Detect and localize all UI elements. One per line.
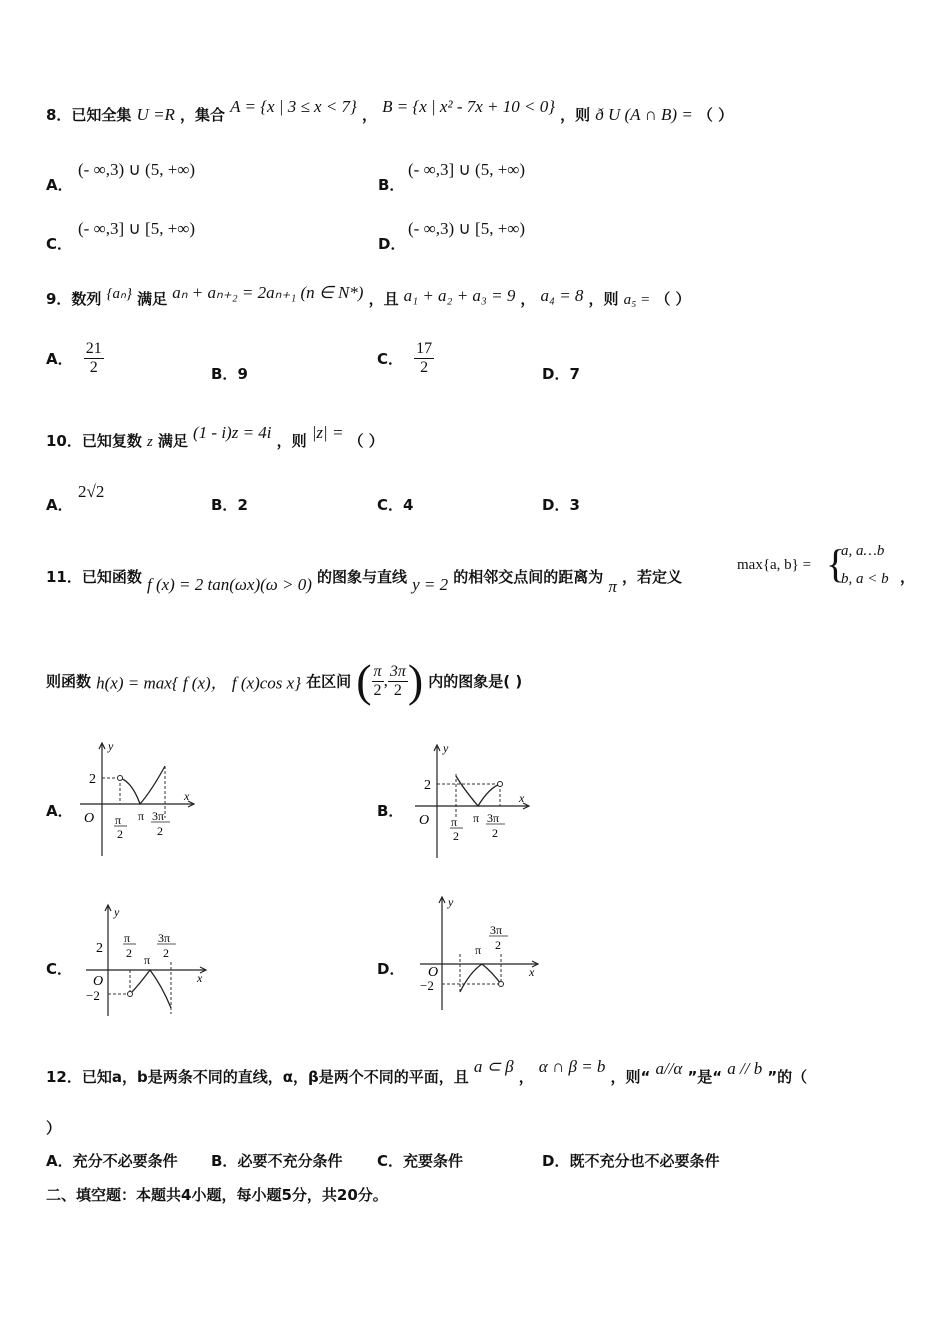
graph-c-x-label: x	[197, 971, 203, 985]
graph-d-pi: π	[475, 943, 482, 957]
q10-paren: （ ）	[348, 432, 384, 450]
q8-option-c-label: C．	[46, 235, 73, 253]
q8-option-d: (- ∞,3) ∪ [5, +∞)	[408, 219, 526, 238]
q11-line: y = 2	[412, 575, 449, 594]
graph-a-pi: π	[138, 809, 145, 823]
graph-b-3pi-den: 2	[492, 826, 498, 840]
graph-b-pi: π	[473, 811, 480, 825]
q9-satisfy: 满足	[137, 290, 168, 308]
graph-b-pi-half-den: 2	[453, 829, 459, 843]
q11-graph-c	[78, 900, 213, 1020]
q12-option-d-label: D．	[542, 1152, 570, 1170]
q10-z: z	[146, 434, 153, 450]
q12-condition-1: a ⊂ β	[473, 1057, 514, 1076]
q12-condition-2: α ∩ β = b	[538, 1057, 606, 1076]
q11-prefix: 11．已知函数	[46, 568, 142, 586]
q12-is: ”是“	[687, 1068, 723, 1086]
question-12	[46, 1057, 808, 1087]
q12-then: ，则“	[610, 1068, 651, 1086]
graph-a-x-label: x	[184, 789, 190, 803]
q10-option-d-label: D．	[542, 496, 570, 514]
q10-option-d	[542, 494, 580, 515]
graph-a-pi-half-num: π	[115, 813, 122, 827]
q9-prefix: 9．数列	[46, 290, 102, 308]
q11-interval-high	[388, 663, 408, 700]
q9-option-b-value: 9	[237, 365, 248, 383]
graph-d-3pi-den: 2	[495, 938, 501, 952]
graph-b-origin: O	[419, 813, 430, 828]
q10-option-c	[377, 494, 413, 515]
q11-in-interval: 在区间	[306, 672, 352, 691]
q12-option-d	[542, 1150, 719, 1171]
graph-a-tick-2: 2	[89, 772, 96, 787]
q9-option-c-num: 17	[416, 340, 433, 357]
q11-option-b-label: B．	[377, 802, 404, 820]
q11-interval-high-den: 2	[393, 681, 402, 699]
graph-d-tick-neg2: −2	[420, 978, 434, 993]
q8-option-b: (- ∞,3] ∪ (5, +∞)	[408, 160, 526, 179]
q11-h: h(x) = max{ f (x)， f (x)cos x}	[96, 673, 302, 693]
q10-equation: (1 - i)z = 4i	[193, 423, 272, 442]
q11-end: ，	[900, 568, 916, 586]
q11-graph-d	[408, 892, 543, 1014]
q11-pi: π	[608, 577, 617, 596]
graph-c-tick-2: 2	[96, 941, 103, 956]
graph-c-open-point	[128, 992, 133, 997]
q11-option-c-label: C．	[46, 960, 73, 978]
q11-option-d-label: D．	[377, 960, 405, 978]
q12-option-c-value: 充要条件	[403, 1152, 464, 1170]
q11-case-2: b, a < b	[841, 571, 889, 587]
q12-option-a-label: A．	[46, 1152, 73, 1170]
q12-p: a//α	[655, 1059, 683, 1078]
graph-b-open-point	[498, 782, 503, 787]
q11-brace: {	[826, 541, 846, 586]
q8-mid: ，集合	[180, 106, 226, 124]
question-8	[46, 97, 734, 125]
graph-c-3pi-den: 2	[163, 946, 169, 960]
q10-option-b-label: B．	[211, 496, 238, 514]
graph-a-y-label: y	[108, 739, 114, 753]
question-10	[46, 423, 384, 451]
q9-option-c	[377, 340, 434, 377]
q11-interval-high-num: 3π	[389, 662, 406, 680]
q11-text2: 的相邻交点间的距离为	[453, 568, 604, 586]
graph-b-pi-half-num: π	[451, 815, 458, 829]
graph-a-origin: O	[84, 811, 95, 826]
q10-satisfy: 满足	[157, 432, 188, 450]
graph-c-origin: O	[93, 974, 104, 989]
q10-option-b-value: 2	[237, 496, 248, 514]
question-11-line-2: 则函数 h(x) = max{ f (x)， f (x)cos x} 在区间 ( $\frac{\pi}{2}$ , $\frac{3\pi}{2}$ ) 内的图象是( )	[46, 655, 523, 706]
q8-sep: ，	[361, 106, 377, 124]
graph-b-3pi-num: 3π	[487, 811, 500, 825]
q12-close: ）	[46, 1119, 62, 1137]
q12-option-b	[211, 1150, 342, 1171]
q11-interval-low-den: 2	[373, 681, 382, 699]
q9-relation: aₙ + aₙ₊₂ = 2aₙ₊₁ (n ∈ N*)	[172, 283, 364, 302]
q8-universal-set: U =R	[136, 105, 175, 124]
question-11-line-1	[46, 566, 682, 596]
q9-option-a-num: 21	[85, 340, 102, 357]
q12-q: a // b	[727, 1059, 763, 1078]
q9-sequence: {aₙ}	[106, 286, 133, 302]
graph-d-x-label: x	[529, 965, 535, 979]
q9-comma: ，	[520, 290, 536, 308]
q8-paren: （ ）	[697, 106, 734, 124]
q9-option-a-label: A．	[46, 350, 73, 368]
q12-option-d-value: 既不充分也不必要条件	[569, 1152, 720, 1170]
q10-option-c-value: 4	[403, 496, 414, 514]
q9-option-c-fraction	[414, 340, 434, 377]
q11-interval-low	[372, 663, 384, 700]
q11-text1: 的图象与直线	[317, 568, 408, 586]
q12-option-a	[46, 1150, 178, 1171]
q11-text3: ，若定义	[621, 568, 682, 586]
q10-option-a-label: A．	[46, 496, 73, 514]
q8-option-a: (- ∞,3) ∪ (5, +∞)	[78, 160, 196, 179]
q10-option-d-value: 3	[569, 496, 580, 514]
graph-c-pi: π	[144, 953, 151, 967]
q11-graph-a	[72, 738, 202, 860]
graph-c-tick-neg2: −2	[86, 988, 100, 1003]
q11-interval-open: (	[356, 655, 372, 706]
graph-b-y-label: y	[443, 741, 449, 755]
q9-option-b-label: B．	[211, 365, 238, 383]
q12-option-b-label: B．	[211, 1152, 238, 1170]
q11-image-is: 内的图象是( )	[428, 672, 523, 691]
q9-then: ，则	[588, 290, 619, 308]
q11-case-1: a, a…b	[841, 543, 885, 559]
graph-d-origin: O	[428, 965, 439, 980]
q10-prefix: 10．已知复数	[46, 432, 142, 450]
q8-set-b: B = {x | x² - 7x + 10 < 0}	[382, 97, 556, 116]
graph-d-3pi-num: 3π	[490, 923, 503, 937]
q9-option-c-label: C．	[377, 350, 404, 368]
q11-function: f (x) = 2 tan(ωx)(ω > 0)	[146, 575, 312, 594]
q12-text: 12．已知a，b是两条不同的直线，α，β是两个不同的平面，且	[46, 1068, 469, 1086]
q8-option-a-label: A．	[46, 176, 73, 194]
graph-c-pi-half-num: π	[124, 931, 131, 945]
q11-option-a-label: A．	[46, 802, 73, 820]
graph-c-3pi-num: 3π	[158, 931, 171, 945]
q9-sum: a₁ + a₂ + a₃ = 9	[403, 286, 516, 305]
q12-option-a-value: 充分不必要条件	[72, 1152, 178, 1170]
graph-a-curve	[120, 766, 165, 804]
q9-option-d-value: 7	[569, 365, 580, 383]
q12-option-c	[377, 1150, 463, 1171]
graph-d-curve	[460, 964, 501, 992]
graph-a-3pi-den: 2	[157, 824, 163, 838]
q8-option-b-label: B．	[378, 176, 405, 194]
question-9	[46, 283, 691, 309]
q10-abs: |z| =	[311, 423, 344, 442]
q9-a5: a₅ =	[623, 292, 651, 308]
graph-c-pi-half-den: 2	[126, 946, 132, 960]
q8-set-a: A = {x | 3 ≤ x < 7}	[230, 97, 357, 116]
q11-max-def: max{a, b} =	[737, 557, 812, 573]
q9-a4: a₄ = 8	[540, 286, 584, 305]
q11-interval-low-num: π	[373, 662, 382, 680]
q9-option-a	[46, 340, 104, 377]
q9-option-a-fraction	[84, 340, 104, 377]
q10-option-a: 2√2	[78, 482, 105, 501]
graph-a-open-point	[118, 776, 123, 781]
graph-b-curve	[456, 776, 500, 806]
q9-and: ，且	[368, 290, 399, 308]
q12-option-c-label: C．	[377, 1152, 404, 1170]
graph-b-tick-2: 2	[424, 778, 431, 793]
q10-then: ，则	[276, 432, 307, 450]
q11-interval-close: )	[407, 655, 424, 706]
q9-option-c-den: 2	[420, 359, 429, 376]
graph-a-pi-half-den: 2	[117, 827, 123, 841]
q8-expression: ð U (A ∩ B) =	[595, 105, 693, 124]
q9-paren: （ ）	[655, 290, 691, 308]
q9-option-b	[211, 363, 248, 384]
graph-c-curve	[130, 970, 171, 1008]
graph-a-3pi-num: 3π	[152, 809, 165, 823]
q9-option-a-den: 2	[89, 359, 98, 376]
q10-option-c-label: C．	[377, 496, 404, 514]
graph-d-open-point	[499, 982, 504, 987]
q12-option-b-value: 必要不充分条件	[237, 1152, 343, 1170]
q9-option-d-label: D．	[542, 365, 570, 383]
graph-c-y-label: y	[114, 905, 120, 919]
q12-de: ”的（	[767, 1068, 808, 1086]
section-2-heading: 二、填空题：本题共4小题，每小题5分，共20分。	[46, 1186, 388, 1204]
q11-graph-b	[405, 740, 535, 862]
q9-option-d	[542, 363, 580, 384]
q8-option-d-label: D．	[378, 235, 406, 253]
graph-d-y-label: y	[448, 895, 454, 909]
q8-then: ，则	[560, 106, 591, 124]
q11-line2-prefix: 则函数	[46, 672, 92, 691]
q10-option-b	[211, 494, 248, 515]
q8-prefix: 8．已知全集	[46, 106, 132, 124]
q8-option-c: (- ∞,3] ∪ [5, +∞)	[78, 219, 196, 238]
graph-b-x-label: x	[519, 791, 525, 805]
q12-comma: ，	[518, 1068, 534, 1086]
